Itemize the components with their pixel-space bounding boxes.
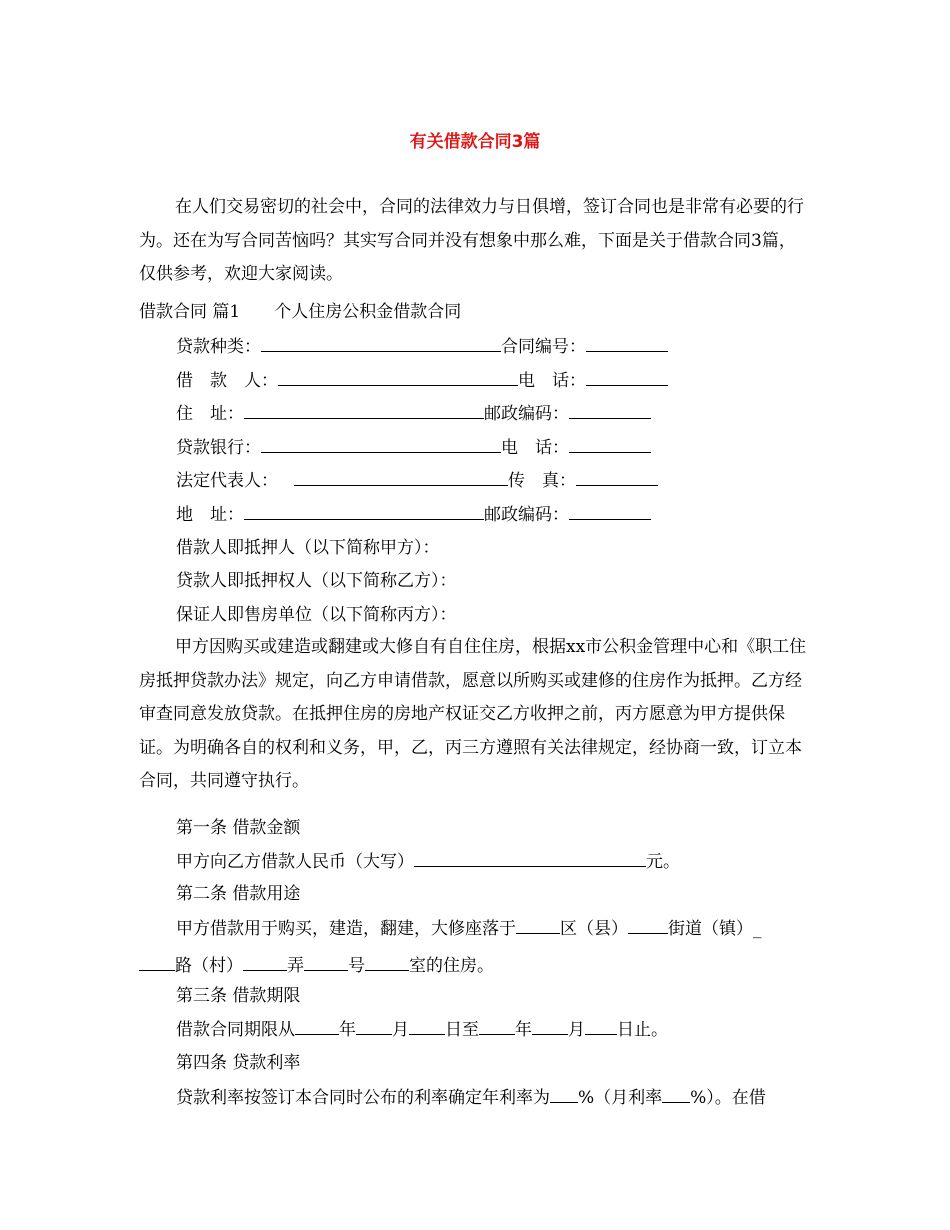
- room-blank: [365, 955, 409, 971]
- section-heading: 借款合同 篇1 个人住房公积金借款合同: [139, 302, 462, 322]
- address-blank: [244, 403, 484, 419]
- month1-blank: [356, 1019, 392, 1035]
- day1-label: 日至: [445, 1020, 479, 1040]
- article-3-text-a: 借款合同期限从: [176, 1020, 295, 1040]
- lane-label: 弄: [287, 956, 304, 976]
- fax-blank: [576, 470, 658, 486]
- postcode-blank: [569, 403, 651, 419]
- form-row-address: [176, 403, 651, 424]
- party-b: 贷款人即抵押权人（以下简称乙方）：: [176, 571, 457, 591]
- article-2-heading: 第二条 借款用途: [176, 884, 301, 904]
- number-label: 号: [348, 956, 365, 976]
- article-1-text: [176, 851, 680, 872]
- phone-label: 电 话：: [518, 371, 586, 391]
- article-1-heading: 第一条 借款金额: [176, 818, 301, 838]
- day2-label: 日止。: [617, 1020, 668, 1040]
- year1-label: 年: [339, 1020, 356, 1040]
- postcode2-blank: [569, 504, 651, 520]
- party-a: 借款人即抵押人（以下简称甲方）：: [176, 538, 440, 558]
- phone2-blank: [569, 437, 651, 453]
- article-4-text: [176, 1087, 766, 1108]
- fax-label: 传 真：: [508, 471, 576, 491]
- article-3-heading: 第三条 借款期限: [176, 986, 301, 1006]
- article-4-text-a: 贷款利率按签订本合同时公布的利率确定年利率为: [176, 1088, 550, 1108]
- address-label: 住 址：: [176, 404, 244, 424]
- form-row-address2: [176, 504, 651, 525]
- postcode2-label: 邮政编码：: [484, 505, 569, 525]
- article-1-text-b: 元。: [646, 852, 680, 872]
- amount-blank: [414, 851, 646, 867]
- contract-no-label: 合同编号：: [501, 337, 586, 357]
- article-2-text-line1: [176, 918, 762, 939]
- month1-label: 月: [392, 1020, 409, 1040]
- district-label: 区（县）: [560, 919, 628, 939]
- article-4-text-b: %）。在借: [690, 1088, 766, 1108]
- lane-blank: [243, 955, 287, 971]
- body-paragraph: 甲方因购买或建造或翻建或大修自有自住住房，根据xx市公积金管理中心和《职工住房抵押贷款办法》规定，向乙方申请借款，愿意以所购买或建修的住房作为抵押。乙方经审查同意发放贷款。在抵押住房的房地产权证交乙方收押之前，丙方愿意为甲方提供保证。为明确各自的权利和义务，甲，乙，丙三方遵照有关法律规定，经协商一致，订立本合同，共同遵守执行。: [139, 637, 807, 792]
- day1-blank: [409, 1019, 445, 1035]
- address2-blank: [244, 504, 484, 520]
- month2-label: 月: [568, 1020, 585, 1040]
- road-label: 路（村）: [175, 956, 243, 976]
- article-3-text: [176, 1019, 668, 1040]
- form-row-bank: [176, 437, 651, 458]
- annual-rate-blank: [550, 1087, 578, 1103]
- intro-paragraph: 在人们交易密切的社会中，合同的法律效力与日俱增，签订合同也是非常有必要的行为。还在为写合同苦恼吗？其实写合同并没有想象中那么难，下面是关于借款合同3篇，仅供参考，欢迎大家阅读。: [139, 197, 804, 285]
- room-label: 室的住房。: [409, 956, 494, 976]
- article-2-text-line2: [139, 955, 494, 976]
- address2-label: 地 址：: [176, 505, 244, 525]
- loan-type-blank: [261, 336, 501, 352]
- road-blank: [139, 955, 175, 971]
- borrower-blank: [278, 370, 518, 386]
- phone2-label: 电 话：: [501, 438, 569, 458]
- legal-rep-blank: [294, 470, 508, 486]
- document-title: 有关借款合同3篇: [409, 132, 541, 152]
- article-4-heading: 第四条 贷款利率: [176, 1053, 301, 1073]
- legal-rep-label: 法定代表人：: [176, 471, 278, 491]
- phone-blank: [586, 370, 668, 386]
- year1-blank: [295, 1019, 339, 1035]
- form-row-loan-type: [176, 336, 668, 357]
- month2-blank: [532, 1019, 568, 1035]
- trailing-underscore: _: [753, 919, 762, 939]
- article-2-text-a: 甲方借款用于购买，建造，翻建，大修座落于: [176, 919, 516, 939]
- street-label: 街道（镇）: [668, 919, 753, 939]
- district-blank: [516, 918, 560, 934]
- loan-type-label: 贷款种类：: [176, 337, 261, 357]
- day2-blank: [585, 1019, 617, 1035]
- street-blank: [628, 918, 668, 934]
- borrower-label: 借 款 人：: [176, 371, 278, 391]
- number-blank: [304, 955, 348, 971]
- form-row-legal-rep: [176, 470, 658, 491]
- party-c: 保证人即售房单位（以下简称丙方）：: [176, 605, 457, 625]
- year2-blank: [479, 1019, 515, 1035]
- monthly-rate-label: %（月利率: [578, 1088, 663, 1108]
- bank-blank: [261, 437, 501, 453]
- bank-label: 贷款银行：: [176, 438, 261, 458]
- contract-no-blank: [586, 336, 668, 352]
- form-row-borrower: [176, 370, 668, 391]
- year2-label: 年: [515, 1020, 532, 1040]
- postcode-label: 邮政编码：: [484, 404, 569, 424]
- article-1-text-a: 甲方向乙方借款人民币（大写）: [176, 852, 414, 872]
- monthly-rate-blank: [662, 1087, 690, 1103]
